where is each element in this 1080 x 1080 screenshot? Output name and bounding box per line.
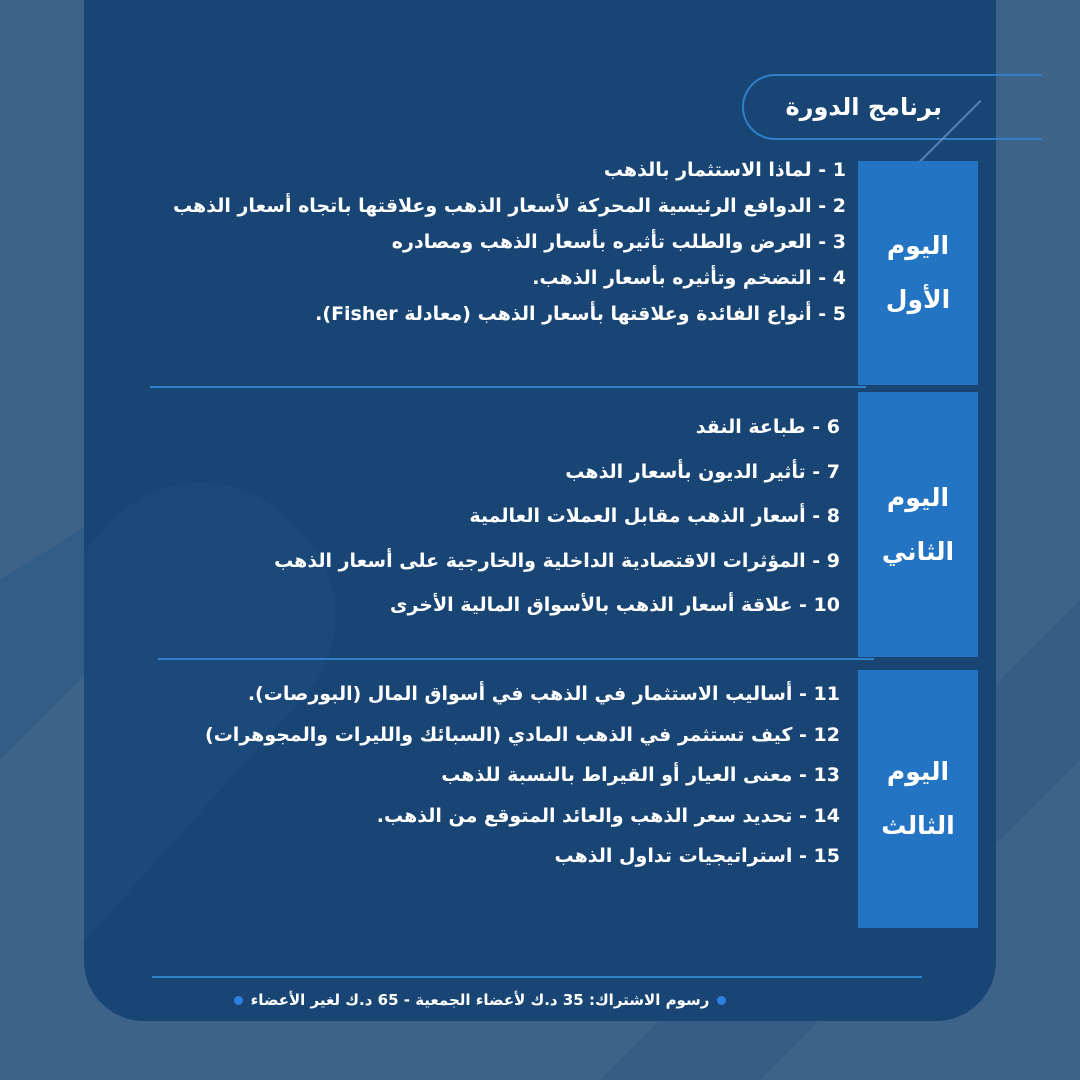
list-item: 4 - التضخم وتأثيره بأسعار الذهب. [532, 267, 846, 289]
bullet-icon [717, 996, 726, 1005]
list-item: 5 - أنواع الفائدة وعلاقتها بأسعار الذهب (معادلة Fisher). [315, 303, 846, 325]
bullet-icon [234, 996, 243, 1005]
day-2-label-word: اليوم [886, 482, 950, 512]
list-item: 12 - كيف تستثمر في الذهب المادي (السبائك والليرات والمجوهرات) [205, 723, 840, 746]
day-3-items [108, 674, 840, 877]
list-item: 13 - معنى العيار أو القيراط بالنسبة للذهب [441, 764, 840, 786]
subscription-fees [150, 986, 810, 1014]
list-item: 2 - الدوافع الرئيسية المحركة لأسعار الذهب وعلاقتها باتجاه أسعار الذهب [172, 195, 846, 217]
day-2-label-ordinal: الثاني [881, 536, 955, 566]
list-item: 15 - استراتيجيات تداول الذهب [554, 845, 840, 867]
list-item: 9 - المؤثرات الاقتصادية الداخلية والخارجية على أسعار الذهب [274, 549, 840, 572]
list-item: 14 - تحديد سعر الذهب والعائد المتوقع من الذهب. [376, 804, 840, 827]
list-item: 8 - أسعار الذهب مقابل العملات العالمية [469, 505, 840, 527]
list-item: 3 - العرض والطلب تأثيره بأسعار الذهب ومصادره [391, 231, 846, 253]
divider [152, 976, 922, 978]
page-title [742, 74, 1042, 140]
day-1-label [858, 161, 978, 385]
list-item: 10 - علاقة أسعار الذهب بالأسواق المالية الأخرى [390, 594, 840, 616]
day-1-label-word: اليوم [886, 231, 950, 260]
divider [158, 658, 874, 660]
day-2-label [858, 392, 978, 657]
list-item: 7 - تأثير الديون بأسعار الذهب [565, 460, 840, 483]
list-item: 1 - لماذا الاستثمار بالذهب [603, 159, 846, 181]
day-3-label-word: اليوم [886, 757, 950, 786]
day-3-label [858, 670, 978, 928]
day-2-items [120, 405, 840, 628]
day-3-label-ordinal: الثالث [881, 811, 955, 840]
subscription-fees-text: رسوم الاشتراك: 35 د.ك لأعضاء الجمعية - 65 د.ك لغير الأعضاء [250, 991, 710, 1009]
day-1-items [108, 152, 846, 332]
day-1-label-ordinal: الأول [885, 285, 951, 314]
divider [150, 386, 866, 388]
list-item: 11 - أساليب الاستثمار في الذهب في أسواق المال (البورصات). [247, 683, 840, 705]
list-item: 6 - طباعة النقد [695, 416, 840, 438]
page-title-text: برنامج الدورة [785, 93, 942, 121]
